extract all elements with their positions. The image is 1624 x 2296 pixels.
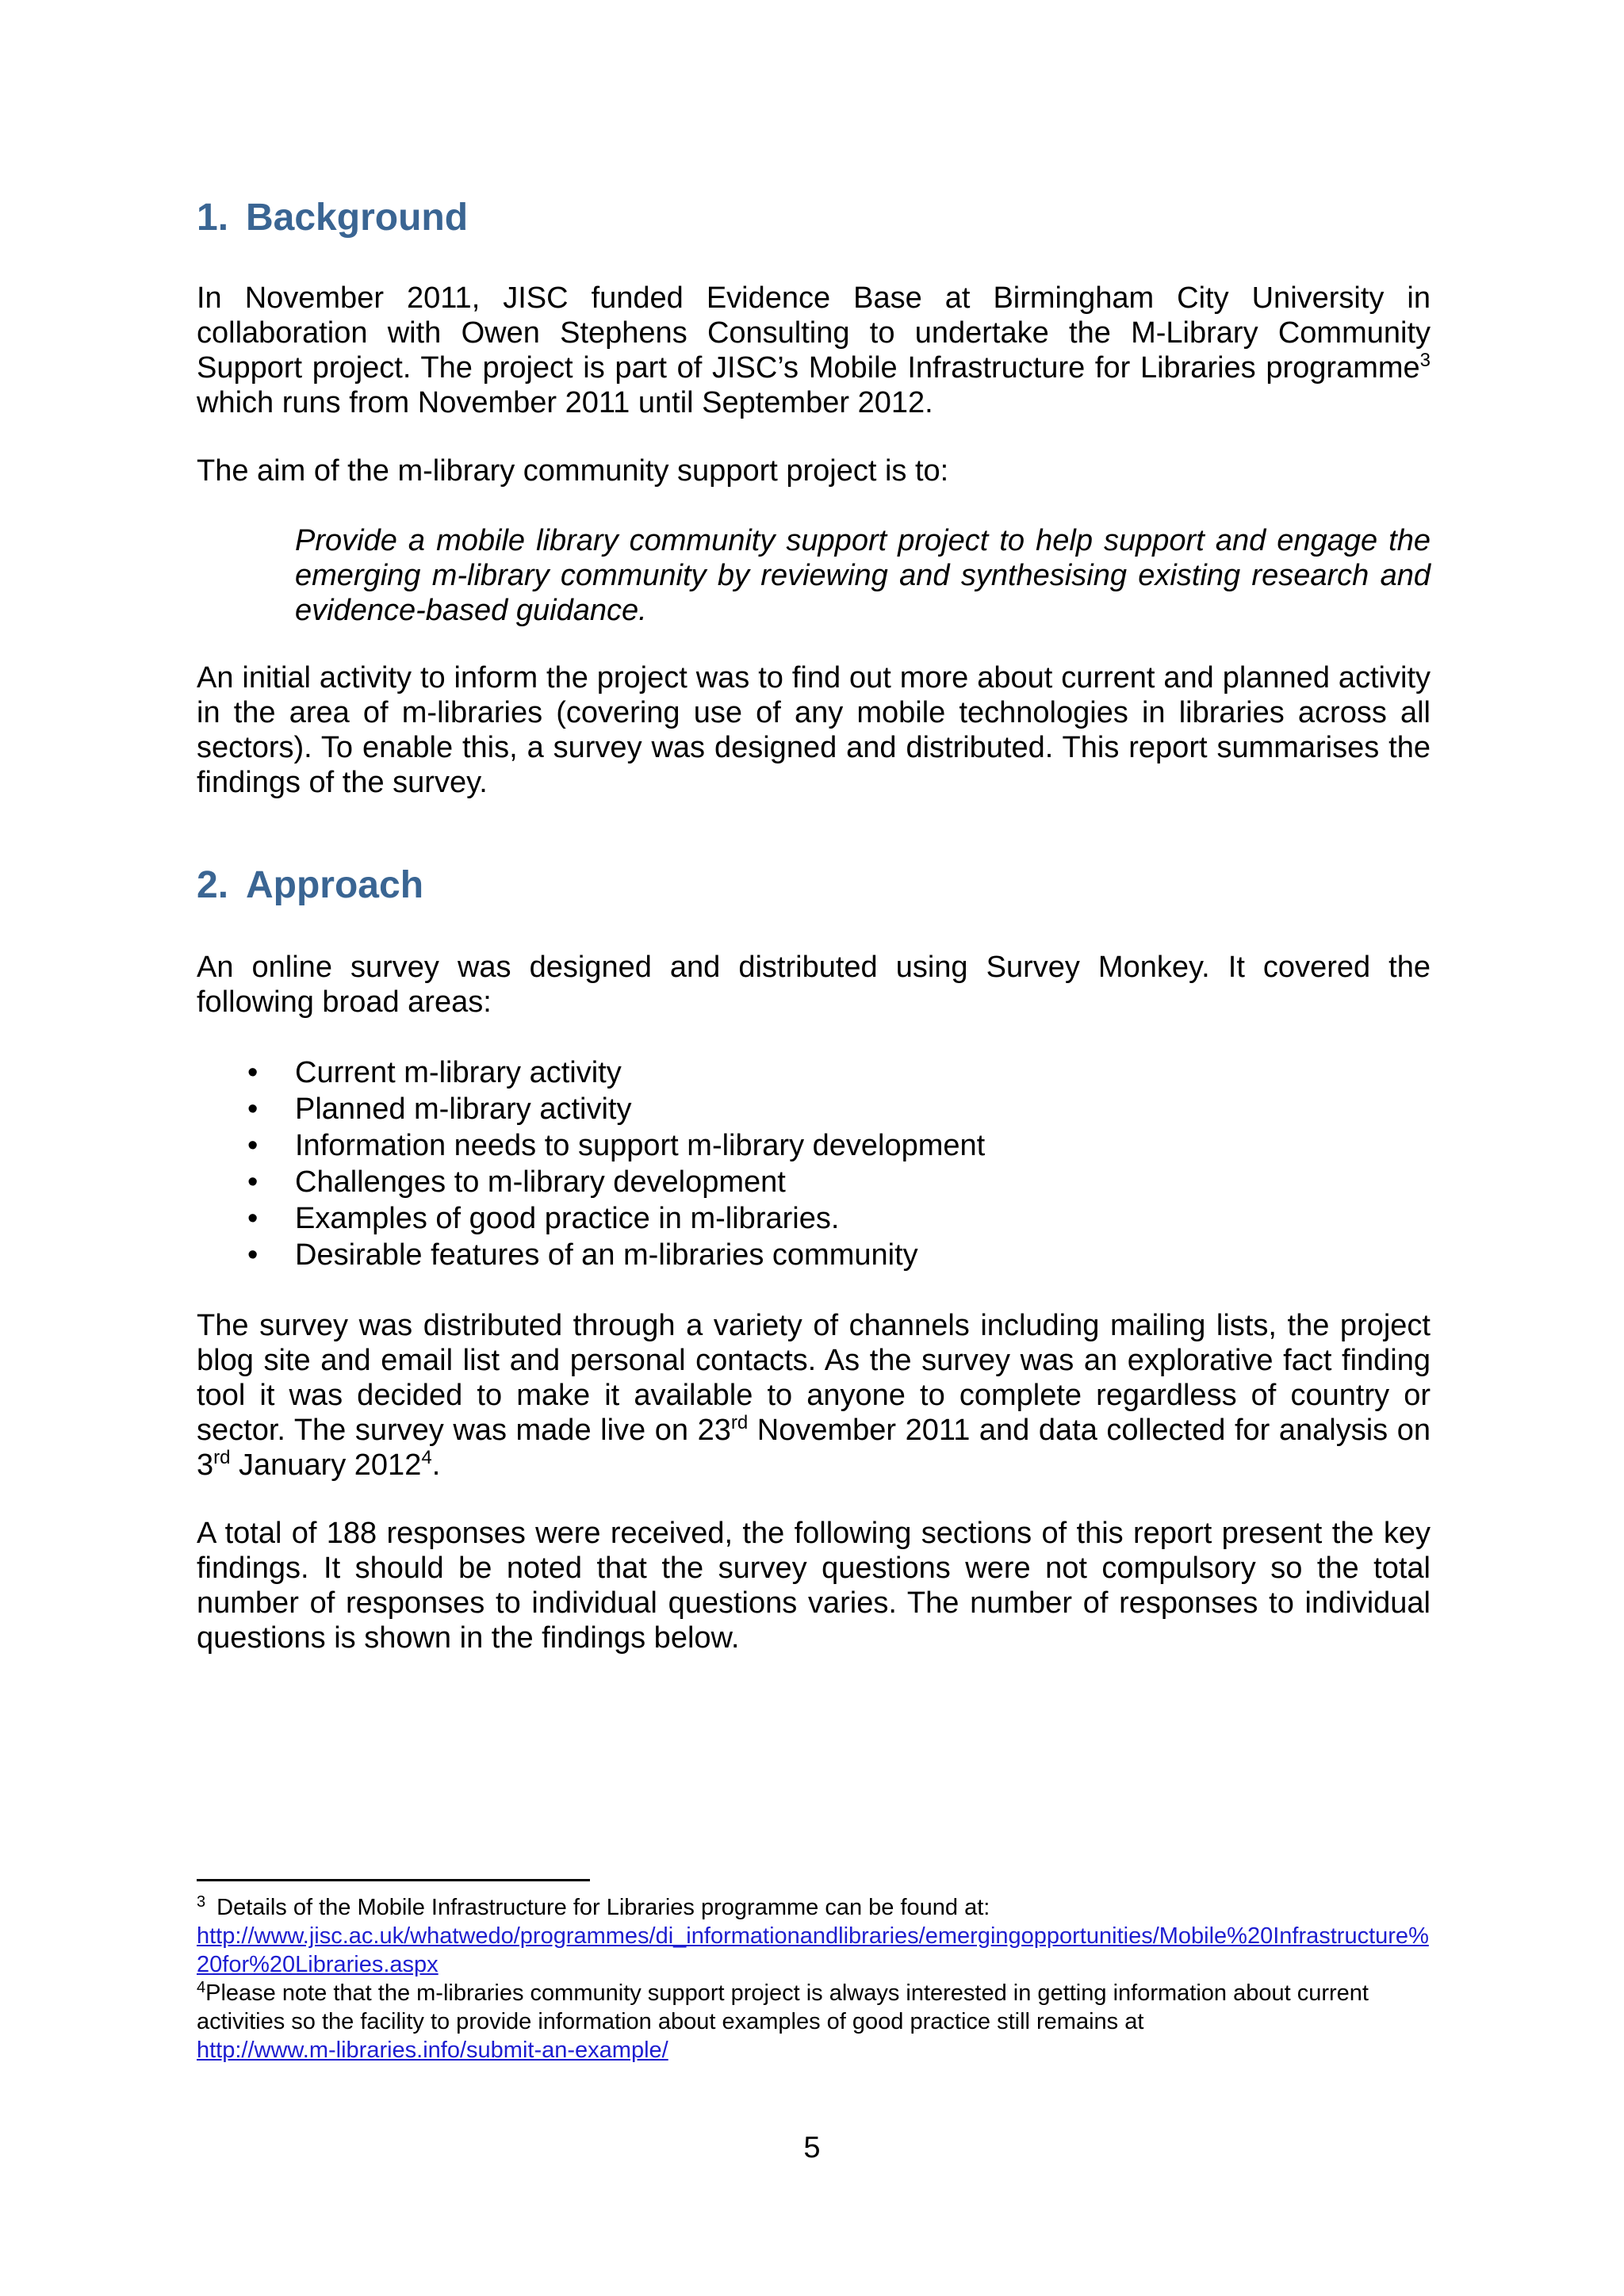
survey-areas-list xyxy=(197,1054,1431,1273)
list-item: • Challenges to m-library development xyxy=(247,1165,786,1199)
section-heading-approach xyxy=(197,863,423,909)
bullet-icon: • xyxy=(247,1202,259,1235)
background-paragraph-2: The aim of the m-library community support project is to: xyxy=(197,454,949,488)
footnote-4-link[interactable]: http://www.m-libraries.info/submit-an-example/ xyxy=(197,2038,668,2063)
list-item: • Information needs to support m-library development xyxy=(247,1129,986,1162)
bullet-icon: • xyxy=(247,1093,259,1126)
background-paragraph-3: An initial activity to inform the project was to find out more about current and planned activity in the area of m-libraries (covering use of any mobile technologies in libraries across all sectors). To enable this, a survey was designed and distributed. This report summarises the findings of the survey. xyxy=(197,661,1431,799)
background-paragraph-1: In November 2011, JISC funded Evidence Base at Birmingham City University in collaboration with Owen Stephens Consulting to undertake the M-Library Community Support project. The project is part of JISC’s Mobile Infrastructure for Libraries programme$^3$ which runs from November 2011 until September 2012. xyxy=(197,281,1431,419)
project-aim-quote: Provide a mobile library community support project to help support and engage the emerging m-library community by reviewing and synthesising existing research and evidence-based guidance. xyxy=(295,524,1431,627)
approach-paragraph-1: An online survey was designed and distributed using Survey Monkey. It covered the following broad areas: xyxy=(197,951,1431,1019)
section-heading-background xyxy=(197,195,468,241)
footnote-separator xyxy=(197,1879,590,1881)
bullet-icon: • xyxy=(247,1056,259,1089)
list-item: • Examples of good practice in m-libraries. xyxy=(247,1202,840,1235)
section-title: Background xyxy=(246,197,469,239)
footnote-4: $^4$Please note that the m-libraries community support project is always interested in getting information about current activities so the facility to provide information about examples of good practice still remains at http://www.m-libraries.info/submit-an-example/ xyxy=(197,1979,1369,2063)
page-number: 5 xyxy=(803,2131,821,2164)
section-number: 1. xyxy=(197,197,229,239)
list-item: • Current m-library activity xyxy=(247,1056,622,1089)
footnote-3-link[interactable]: http://www.jisc.ac.uk/whatwedo/programmes/di_informationandlibraries/emergingopportunities/Mobile%20Infrastructure%20for%20Libraries.aspx xyxy=(197,1923,1429,1977)
footnote-ref-3[interactable]: 3 xyxy=(1419,350,1431,371)
bullet-icon: • xyxy=(247,1129,259,1162)
footnotes xyxy=(197,1893,1431,2064)
footnote-ref-4[interactable]: 4 xyxy=(421,1447,432,1468)
footnote-3: $^3$ Details of the Mobile Infrastructure for Libraries programme can be found at: http://www.jisc.ac.uk/whatwedo/programmes/di_informationandlibraries/emergingopportunities/Mobile%20Infrastructure%20for%20Libraries.aspx xyxy=(197,1893,1429,1977)
approach-paragraph-3: A total of 188 responses were received, the following sections of this report present the key findings. It should be noted that the survey questions were not compulsory so the total number of responses to individual questions varies. The number of responses to individual questions is shown in the findings below. xyxy=(197,1517,1431,1655)
section-title: Approach xyxy=(246,864,424,906)
list-item: • Planned m-library activity xyxy=(247,1093,632,1126)
approach-paragraph-2: The survey was distributed through a variety of channels including mailing lists, the project blog site and email list and personal contacts. As the survey was an explorative fact finding tool it was decided to make it available to anyone to complete regardless of country or sector. The survey was made live on 23rd November 2011 and data collected for analysis on 3rd January 2012$^4$. xyxy=(197,1309,1431,1482)
bullet-icon: • xyxy=(247,1238,259,1272)
list-item: • Desirable features of an m-libraries community xyxy=(247,1238,918,1272)
section-number: 2. xyxy=(197,864,229,906)
bullet-icon: • xyxy=(247,1165,259,1199)
